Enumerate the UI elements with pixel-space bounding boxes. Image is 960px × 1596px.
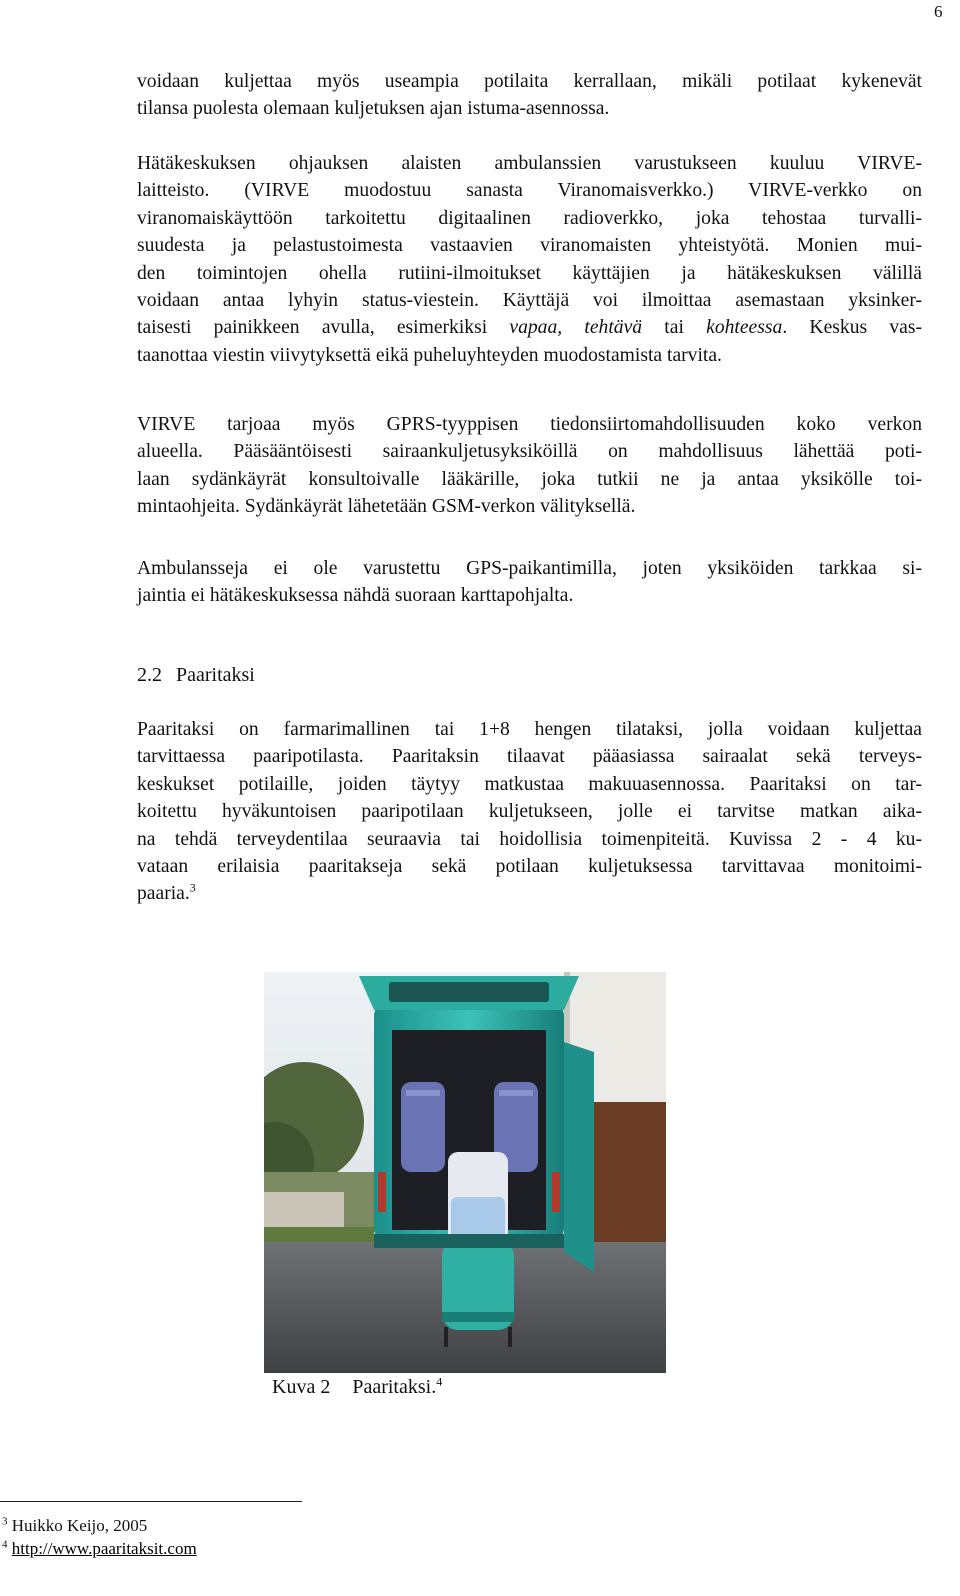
text-line: viranomaiskäyttöön tarkoitettu digitaalinen radioverkko, joka tehostaa turvalli- [137, 207, 922, 229]
section-number: 2.2 [137, 664, 162, 686]
text-line [137, 314, 922, 341]
paragraph-2 [137, 150, 922, 369]
text-line: vataan erilaisia paaritakseja sekä potilaan kuljetuksessa tarvittavaa monitoimi- [137, 856, 922, 878]
footnote-divider [0, 1501, 302, 1502]
text-line [137, 880, 922, 907]
section-heading [137, 664, 255, 687]
figure-label: Kuva 2 [272, 1376, 331, 1398]
paragraph-1 [137, 68, 922, 123]
text-line: tarvittaessa paaripotilasta. Paaritaksin tilaavat pääasiassa sairaalat sekä terveys- [137, 746, 922, 768]
section-title: Paaritaksi [176, 664, 255, 686]
footnote-4 [2, 1539, 197, 1559]
text-line: alueella. Pääsääntöisesti sairaankuljetusyksiköillä on mahdollisuus lähettää poti- [137, 441, 922, 463]
text-line: Paaritaksi on farmarimallinen tai 1+8 hengen tilataksi, jolla voidaan kuljettaa [137, 719, 922, 740]
text-line: Hätäkeskuksen ohjauksen alaisten ambulanssien varustukseen kuuluu VIRVE- [137, 153, 922, 174]
footnote-number: 4 [2, 1538, 8, 1551]
text-line: mintaohjeita. Sydänkäyrät lähetetään GSM-verkon välityksellä. [137, 496, 636, 518]
footnote-3 [2, 1516, 147, 1536]
text-line: na tehdä terveydentilaa seuraavia tai hoidollisia toimenpiteitä. Kuvissa 2 - 4 ku- [137, 828, 922, 850]
text-line: VIRVE tarjoaa myös GPRS-tyyppisen tiedonsiirtomahdollisuuden koko verkon [137, 414, 922, 435]
text-line: tilansa puolesta olemaan kuljetuksen ajan istuma-asennossa. [137, 98, 610, 120]
footnote-number: 3 [2, 1515, 8, 1528]
text-line: taanottaa viestin viivytyksettä eikä puheluyhteyden muodostamista tarvita. [137, 344, 722, 366]
text-line: jaintia ei hätäkeskuksessa nähdä suoraan karttapohjalta. [137, 585, 574, 607]
text-line: Ambulansseja ei ole varustettu GPS-paikantimilla, joten yksiköiden tarkkaa si- [137, 558, 922, 579]
text-line: voidaan antaa lyhyin status-viestein. Käyttäjä voi ilmoittaa asemastaan yksinker- [137, 290, 922, 312]
text-line: voidaan kuljettaa myös useampia potilaita kerrallaan, mikäli potilaat kykenevät [137, 71, 922, 92]
text-line: koitettu hyväkuntoisen paaripotilaan kuljetukseen, jolle ei tarvitse matkan aika- [137, 801, 922, 823]
italic-text: vapaa, tehtävä [509, 317, 643, 339]
text-span: paaria. [137, 883, 190, 905]
paragraph-4 [137, 555, 922, 610]
text-span: taisesti painikkeen avulla, esimerkiksi [137, 317, 510, 339]
text-span: . Keskus vas- [782, 317, 922, 339]
figure-text: Paaritaksi. [352, 1376, 437, 1398]
text-span: tai [642, 317, 707, 339]
text-line: laan sydänkäyrät konsultoivalle lääkärille, joka tutkii ne ja antaa yksikölle toi- [137, 468, 922, 490]
page-number: 6 [934, 2, 943, 21]
footnote-ref: 3 [189, 880, 196, 895]
paragraph-3 [137, 411, 922, 521]
footnote-text: Huikko Keijo, 2005 [11, 1516, 148, 1535]
text-line: suudesta ja pelastustoimesta vastaavien viranomaisten yhteistyötä. Monien mui- [137, 235, 922, 257]
italic-text: kohteessa [706, 317, 783, 339]
text-line: den toimintojen ohella rutiini-ilmoitukset käyttäjien ja hätäkeskuksen välillä [137, 262, 922, 284]
footnote-link[interactable]: http://www.paaritaksit.com [11, 1539, 197, 1558]
text-line: laitteisto. (VIRVE muodostuu sanasta Viranomaisverkko.) VIRVE-verkko on [137, 180, 922, 202]
footnote-ref: 4 [436, 1374, 443, 1389]
text-line: keskukset potilaille, joiden täytyy matkustaa makuuasennossa. Paaritaksi on tar- [137, 773, 922, 795]
paaritaksi-photo [264, 972, 666, 1373]
figure-caption [272, 1376, 442, 1399]
paragraph-5 [137, 716, 922, 908]
